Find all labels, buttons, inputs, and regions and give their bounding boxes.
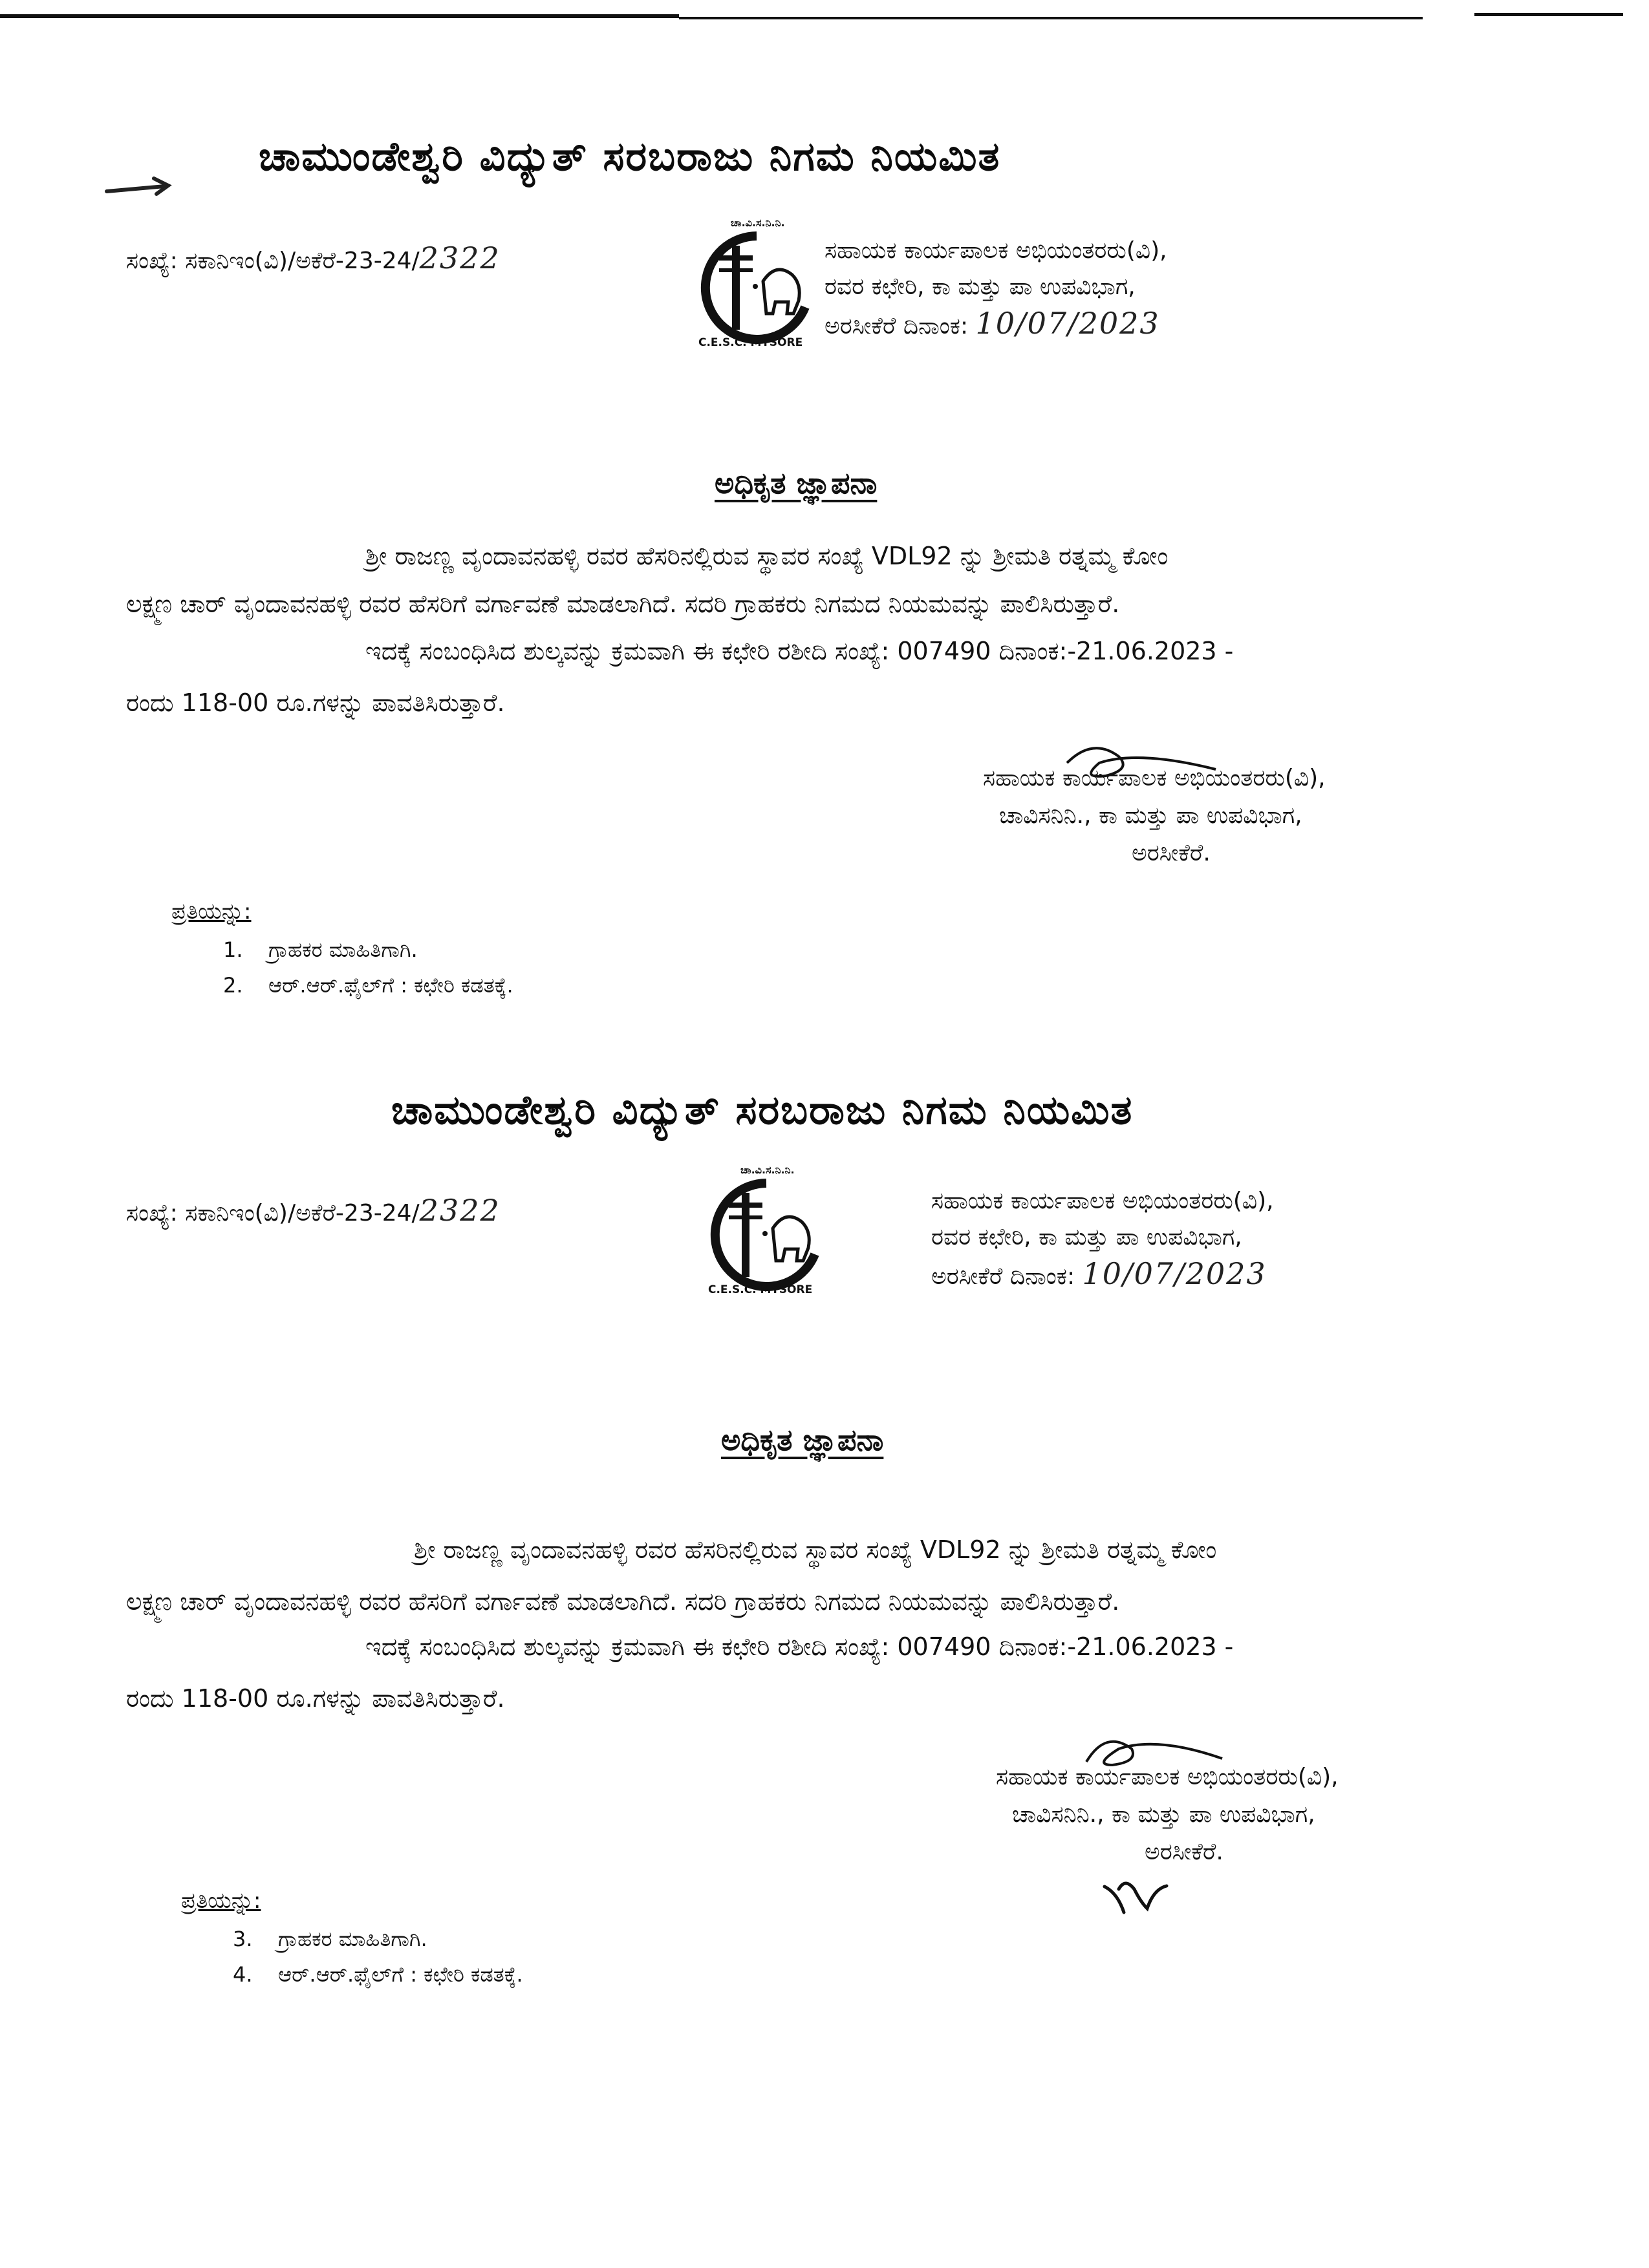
body-line-4: ರಂದು 118-00 ರೂ.ಗಳನ್ನು ಪಾವತಿಸಿರುತ್ತಾರೆ. [126, 689, 505, 717]
body-line-1: ಶ್ರೀ ರಾಜಣ್ಣ ವೃಂದಾವನಹಳ್ಳಿ ರವರ ಹೆಸರಿನಲ್ಲಿರುವ ಸ್ಥಾವರ ಸಂಖ್ಯೆ VDL92 ನ್ನು ಶ್ರೀಮತಿ ರತ್ನಮ್ಮ ಕೋಂ [414, 1535, 1217, 1564]
copy-text: ಆರ್.ಆರ್.ಫೈಲ್‌ಗೆ : ಕಛೇರಿ ಕಡತಕ್ಕೆ. [268, 973, 513, 998]
office-line-3 [824, 305, 1167, 345]
reference-number [126, 1193, 501, 1228]
signature-line-3: ಅರಸೀಕೆರೆ. [1132, 840, 1211, 866]
date-label: ಅರಸೀಕೆರೆ ದಿನಾಂಕ: [931, 1263, 1075, 1290]
signature-block [996, 1759, 1339, 1871]
scan-edge-line [1474, 13, 1623, 16]
scan-edge-line [0, 14, 679, 18]
logo-bottom-text: C.E.S.C. MYSORE [698, 336, 803, 349]
copy-item [223, 973, 513, 998]
memo-heading: ಅಧಿಕೃತ ಜ್ಞಾಪನಾ [715, 465, 878, 500]
logo-bottom-text: C.E.S.C. MYSORE [708, 1283, 813, 1296]
date-label: ಅರಸೀಕೆರೆ ದಿನಾಂಕ: [824, 313, 969, 339]
body-line-4: ರಂದು 118-00 ರೂ.ಗಳನ್ನು ಪಾವತಿಸಿರುತ್ತಾರೆ. [126, 1684, 505, 1713]
office-line-3 [931, 1256, 1274, 1295]
body-line-3: ಇದಕ್ಕೆ ಸಂಬಂಧಿಸಿದ ಶುಲ್ಕವನ್ನು ಕ್ರಮವಾಗಿ ಈ ಕಛೇರಿ ರಶೀದಿ ಸಂಖ್ಯೆ: 007490 ದಿನಾಂಕ:-21.06.2023 - [365, 1632, 1234, 1661]
scan-edge-line [679, 17, 1423, 19]
office-address [931, 1183, 1274, 1295]
copy-text: ಗ್ರಾಹಕರ ಮಾಹಿತಿಗಾಗಿ. [268, 937, 418, 962]
copy-item [233, 1927, 427, 1952]
signature-line-2: ಚಾವಿಸನಿನಿ., ಕಾ ಮತ್ತು ಪಾ ಉಪವಿಭಾಗ, [1012, 1801, 1315, 1828]
body-line-2: ಲಕ್ಷ್ಮಣ ಚಾರ್ ವೃಂದಾವನಹಳ್ಳಿ ರವರ ಹೆಸರಿಗೆ ವರ್ಗಾವಣೆ ಮಾಡಲಾಗಿದೆ. ಸದರಿ ಗ್ರಾಹಕರು ನಿಗಮದ ನಿಯಮವನ್ನು ಪಾಲಿಸಿರುತ್ತಾರೆ. [126, 590, 1120, 618]
body-line-3: ಇದಕ್ಕೆ ಸಂಬಂಧಿಸಿದ ಶುಲ್ಕವನ್ನು ಕ್ರಮವಾಗಿ ಈ ಕಛೇರಿ ರಶೀದಿ ಸಂಖ್ಯೆ: 007490 ದಿನಾಂಕ:-21.06.2023 - [365, 637, 1234, 665]
reference-prefix: ಸಂಖ್ಯೆ: ಸಕಾನಿಇಂ(ವಿ)/ಅಕೆರೆ-23-24/ [126, 1200, 420, 1226]
handwritten-date: 10/07/2023 [975, 306, 1160, 341]
office-line-1: ಸಹಾಯಕ ಕಾರ್ಯಪಾಲಕ ಅಭಿಯಂತರರು(ವಿ), [931, 1188, 1274, 1214]
body-line-2: ಲಕ್ಷ್ಮಣ ಚಾರ್ ವೃಂದಾವನಹಳ್ಳಿ ರವರ ಹೆಸರಿಗೆ ವರ್ಗಾವಣೆ ಮಾಡಲಾಗಿದೆ. ಸದರಿ ಗ್ರಾಹಕರು ನಿಗಮದ ನಿಯಮವನ್ನು ಪಾಲಿಸಿರುತ್ತಾರೆ. [126, 1587, 1120, 1616]
cesc-logo-icon [685, 217, 828, 352]
copies-heading: ಪ್ರತಿಯನ್ನು: [181, 1888, 261, 1914]
copy-number: 3. [233, 1927, 253, 1951]
copy-item [223, 937, 418, 963]
signature-line-2: ಚಾವಿಸನಿನಿ., ಕಾ ಮತ್ತು ಪಾ ಉಪವಿಭಾಗ, [999, 802, 1302, 829]
signature-line-1: ಸಹಾಯಕ ಕಾರ್ಯಪಾಲಕ ಅಭಿಯಂತರರು(ವಿ), [996, 1764, 1339, 1790]
office-line-1: ಸಹಾಯಕ ಕಾರ್ಯಪಾಲಕ ಅಭಿಯಂತರರು(ವಿ), [824, 237, 1167, 264]
cesc-logo-icon [695, 1164, 837, 1300]
cesc-logo [695, 1164, 837, 1300]
office-address [824, 233, 1167, 345]
handwritten-date: 10/07/2023 [1082, 1256, 1267, 1291]
copies-heading: ಪ್ರತಿಯನ್ನು: [171, 899, 252, 925]
signature-scribble [1061, 737, 1229, 789]
copy-number: 4. [233, 1962, 253, 1987]
signature-line-3: ಅರಸೀಕೆರೆ. [1145, 1839, 1223, 1865]
copy-text: ಗ್ರಾಹಕರ ಮಾಹಿತಿಗಾಗಿ. [278, 1927, 427, 1951]
margin-arrow-mark [103, 173, 175, 199]
signature-block [983, 760, 1326, 872]
copy-text: ಆರ್.ಆರ್.ಫೈಲ್‌ಗೆ : ಕಛೇರಿ ಕಡತಕ್ಕೆ. [278, 1962, 523, 1987]
company-title: ಚಾಮುಂಡೇಶ್ವರಿ ವಿದ್ಯುತ್ ಸರಬರಾಜು ನಿಗಮ ನಿಯಮಿತ [259, 133, 1001, 180]
body-line-1: ಶ್ರೀ ರಾಜಣ್ಣ ವೃಂದಾವನಹಳ್ಳಿ ರವರ ಹೆಸರಿನಲ್ಲಿರುವ ಸ್ಥಾವರ ಸಂಖ್ಯೆ VDL92 ನ್ನು ಶ್ರೀಮತಿ ರತ್ನಮ್ಮ ಕೋಂ [365, 542, 1169, 570]
signature-scribble [1073, 1729, 1242, 1788]
office-line-2: ರವರ ಕಛೇರಿ, ಕಾ ಮತ್ತು ಪಾ ಉಪವಿಭಾಗ, [931, 1224, 1242, 1250]
initials-mark [1099, 1875, 1177, 1920]
logo-top-text: ಚಾ.ವಿ.ಸ.ನಿ.ನಿ. [731, 217, 785, 229]
reference-prefix: ಸಂಖ್ಯೆ: ಸಕಾನಿಇಂ(ವಿ)/ಅಕೆರೆ-23-24/ [126, 248, 420, 274]
signature-line-1: ಸಹಾಯಕ ಕಾರ್ಯಪಾಲಕ ಅಭಿಯಂತರರು(ವಿ), [983, 765, 1326, 791]
copy-number: 2. [223, 973, 243, 998]
reference-handwritten-number: 2322 [419, 241, 501, 275]
memo-heading: ಅಧಿಕೃತ ಜ್ಞಾಪನಾ [721, 1422, 884, 1457]
reference-handwritten-number: 2322 [419, 1193, 501, 1228]
reference-number [126, 241, 501, 275]
logo-top-text: ಚಾ.ವಿ.ಸ.ನಿ.ನಿ. [740, 1164, 795, 1176]
copy-item [233, 1962, 523, 1987]
cesc-logo [685, 217, 828, 352]
office-line-2: ರವರ ಕಛೇರಿ, ಕಾ ಮತ್ತು ಪಾ ಉಪವಿಭಾಗ, [824, 273, 1136, 300]
copy-number: 1. [223, 937, 243, 962]
company-title: ಚಾಮುಂಡೇಶ್ವರಿ ವಿದ್ಯುತ್ ಸರಬರಾಜು ನಿಗಮ ನಿಯಮಿತ [391, 1086, 1134, 1133]
